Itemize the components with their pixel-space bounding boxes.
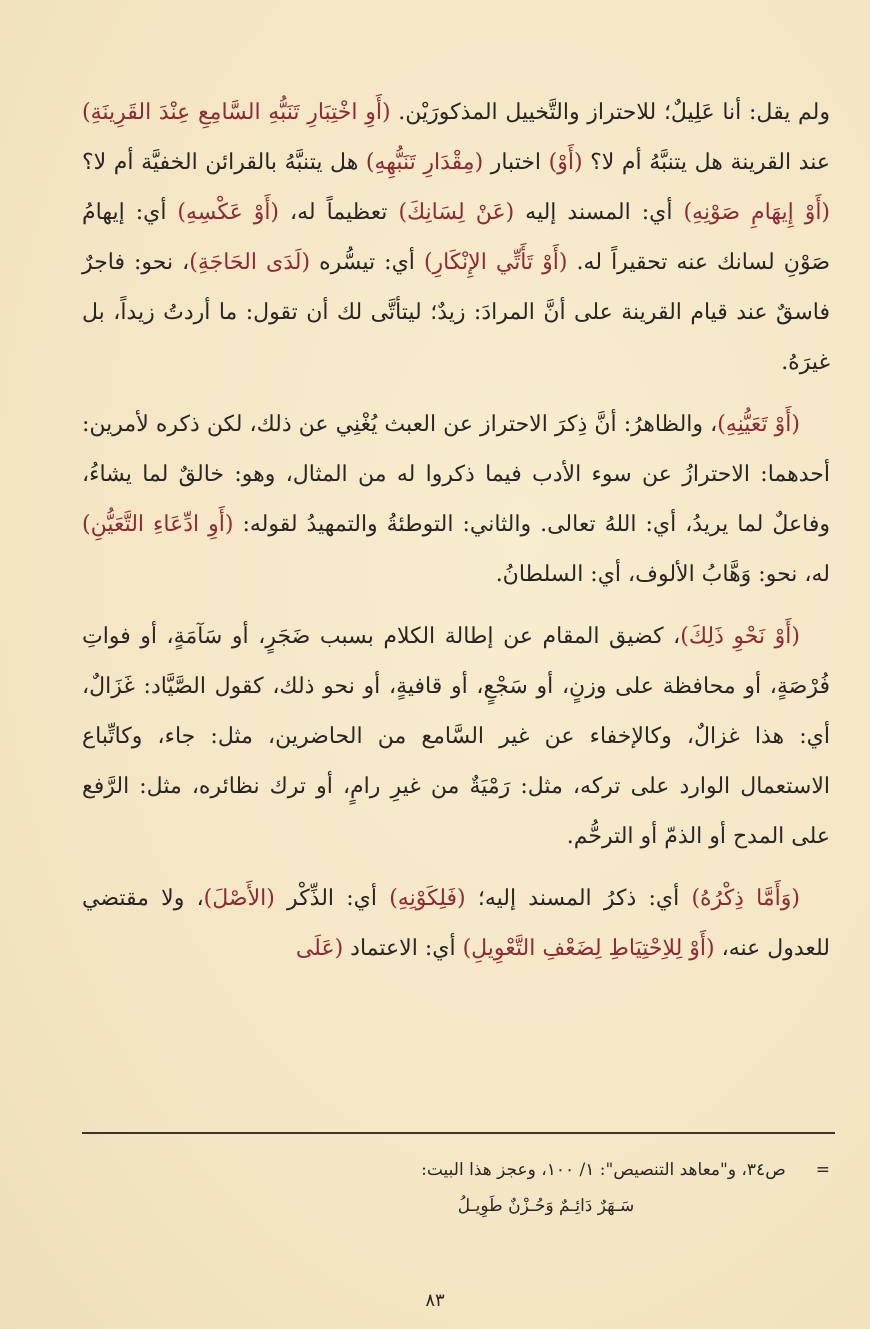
matn-phrase: (وَأَمَّا ذِكْرُهُ)	[691, 886, 800, 911]
paragraph-4	[82, 874, 830, 974]
matn-phrase: (أَوْ تَأَتِّي الإِنْكَارِ)	[423, 250, 568, 275]
footnote-marker: =	[815, 1160, 830, 1180]
footnote-verse: سَـهَرٌ دَائِـمٌ وَحُـزْنٌ طَوِيـلُ	[457, 1196, 635, 1216]
footnote-text: ص٣٤، و"معاهد التنصيص": ١/ ١٠٠، وعجز هذا البيت:	[421, 1160, 786, 1180]
matn-phrase: (أَوْ تَعَيُّنِهِ)	[717, 412, 800, 437]
matn-phrase: (أَوْ عَكْسِهِ)	[177, 200, 280, 225]
paragraph-2	[82, 400, 830, 600]
matn-phrase: (مِقْدَارِ تَنَبُّهِهِ)	[365, 150, 484, 175]
commentary-text: أي: الاعتماد	[343, 936, 463, 961]
commentary-text: اختبار	[483, 150, 549, 175]
matn-phrase: (أَوْ إِيهَامِ صَوْنِهِ)	[683, 200, 831, 225]
matn-phrase: (عَلَى	[295, 936, 344, 961]
matn-phrase: (لَدَى الحَاجَةِ)	[189, 250, 311, 275]
commentary-text: هل يتنبَّهُ بالقرائن الخفيَّة أم لا؟	[82, 150, 366, 175]
commentary-text: أي: المسند إليه	[514, 200, 684, 225]
matn-phrase: (الأَصْلَ)	[203, 886, 275, 911]
paragraph-3	[82, 612, 830, 862]
matn-phrase: (أَوْ)	[548, 150, 583, 175]
commentary-text: تعظيماً له،	[279, 200, 399, 225]
commentary-text: أي: تيسُّره	[310, 250, 424, 275]
matn-phrase: (أَوْ لِلاِحْتِيَاطِ لِضَعْفِ التَّعْوِيلِ)	[462, 936, 715, 961]
footnote-line-1	[82, 1152, 830, 1188]
matn-phrase: (عَنْ لِسَانِكَ)	[398, 200, 515, 225]
commentary-text: ، ولا مقتضي للعدول عنه،	[82, 886, 830, 961]
commentary-text: عند القرينة هل يتنبَّهُ أم لا؟	[582, 150, 830, 175]
paragraph-1	[82, 88, 830, 388]
matn-phrase: (أَوِ ادِّعَاءِ التَّعَيُّنِ)	[82, 512, 234, 537]
commentary-text: ولم يقل: أنا عَلِيلٌ؛ للاحتراز والتَّخييل المذكورَيْن.	[390, 100, 830, 125]
commentary-text: له، نحو: وَهَّابُ الألوف، أي: السلطانُ.	[495, 562, 830, 587]
commentary-text: ، نحو: فاجرٌ فاسقٌ عند قيام القرينة على أنَّ المرادَ: زيدٌ؛ ليتأتَّى لك أن تقول: ما أردتُ زيداً، بل غيرَهُ.	[82, 250, 830, 375]
commentary-text: أي: إيهامُ صَوْنِ لسانك عنه تحقيراً له.	[82, 200, 830, 275]
matn-phrase: (فَلِكَوْنِهِ)	[389, 886, 466, 911]
commentary-text: ، كضيق المقام عن إطالة الكلام بسبب ضَجَرٍ، أو سَآمَةٍ، أو فواتِ فُرْصَةٍ، أو محافظة على وزنٍ، أو سَجْعٍ، أو قافيةٍ، أو نحو ذلك، كقول الصَّيَّاد: غَزَالٌ، أي: هذا غزالٌ، وكالإخفاء عن غير السَّامع من الحاضرين، مثل: جاء، وكاتِّباع الاستعمال الوارد على تركه، مثل: رَمْيَةٌ من غيرِ رامٍ، أو ترك نظائره، مثل: الرَّفع على المدح أو الذمّ أو الترحُّم.	[82, 624, 830, 849]
matn-phrase: (أَوِ اخْتِبَارِ تَنَبُّهِ السَّامِعِ عِنْدَ القَرِينَةِ)	[82, 100, 391, 125]
matn-phrase: (أَوْ نَحْوِ ذَلِكَ)	[680, 624, 800, 649]
footnote	[82, 1152, 830, 1224]
main-text	[82, 88, 830, 986]
footnote-divider	[82, 1132, 835, 1134]
commentary-text: أي: ذكرُ المسند إليه؛	[465, 886, 692, 911]
commentary-text: ، والظاهرُ: أنَّ ذِكرَ الاحتراز عن العبث يُغْنِي عن ذلك، لكن ذكره لأمرين: أحدهما: الاحترازُ عن سوء الأدب فيما ذكروا له من المثال، وهو: خالقٌ لما يشاءُ، وفاعلٌ لما يريدُ، أي: اللهُ تعالى. والثاني: التوطئةُ والتمهيدُ لقوله:	[82, 412, 830, 537]
page-number: ٨٣	[425, 1290, 445, 1311]
commentary-text: أي: الذِّكْر	[274, 886, 390, 911]
